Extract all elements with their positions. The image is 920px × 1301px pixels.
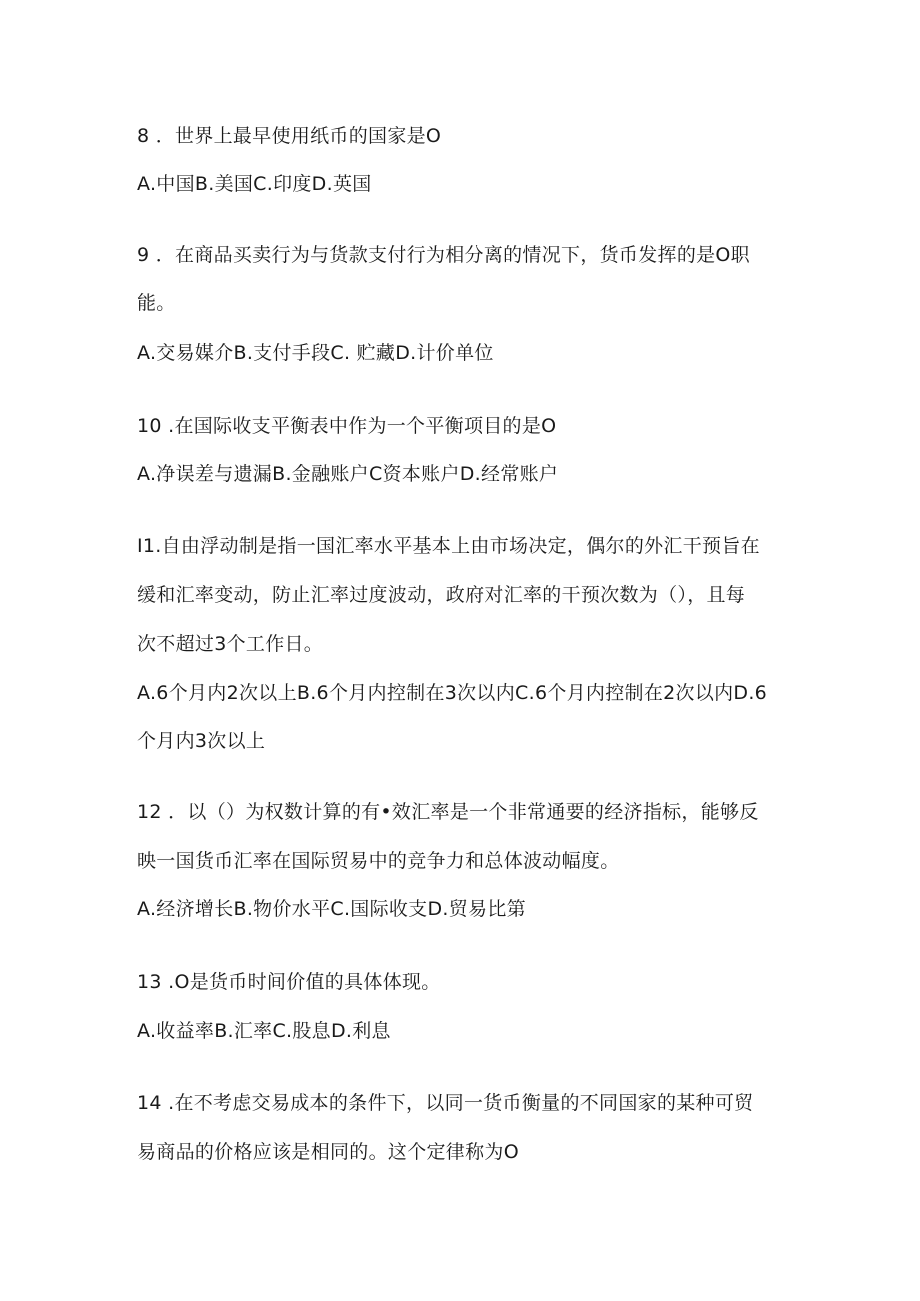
question-13-stem-line-1: 13 .O是货币时间价值的具体体现。 (137, 971, 441, 993)
question-9-stem-line-1: 9 ．在商品买卖行为与货款支付行为相分离的情况下，货币发挥的是O职 (137, 244, 750, 266)
question-9-options: A.交易媒介B.支付手段C. 贮藏D.计价单位 (137, 342, 494, 364)
question-14-stem-line-2: 易商品的价格应该是相同的。这个定律称为O (137, 1141, 519, 1163)
question-11-options-line-1: A.6个月内2次以上B.6个月内控制在3次以内C.6个月内控制在2次以内D.6 (137, 682, 768, 704)
question-12-options: A.经济增长B.物价水平C.国际收支D.贸易比第 (137, 898, 526, 920)
question-10-options: A.净误差与遗漏B.金融账户C资本账户D.经常账户 (137, 463, 559, 485)
question-9-stem-line-2: 能。 (137, 292, 176, 314)
question-14-stem-line-1: 14 .在不考虑交易成本的条件下，以同一货币衡量的不同国家的某种可贸 (137, 1092, 754, 1114)
question-12-stem-line-1: 12 ．以（）为权数计算的有•效汇率是一个非常通要的经济指标，能够反 (137, 801, 759, 823)
question-8-stem-line-1: 8 ．世界上最早使用纸币的国家是O (137, 125, 442, 147)
question-12-stem-line-2: 映一国货币汇率在国际贸易中的竞争力和总体波动幅度。 (137, 850, 620, 872)
question-11-stem-line-3: 次不超过3个工作日。 (137, 633, 324, 655)
question-11-stem-line-2: 缓和汇率变动，防止汇率过度波动，政府对汇率的干预次数为（），且每 (137, 584, 746, 606)
question-11-stem-line-1: I1.自由浮动制是指一国汇率水平基本上由市场决定，偶尔的外汇干预旨在 (137, 535, 760, 557)
question-8-options: A.中国B.美国C.印度D.英国 (137, 173, 372, 195)
question-13-options: A.收益率B.汇率C.股息D.利息 (137, 1020, 391, 1042)
question-11-options-line-2: 个月内3次以上 (137, 730, 266, 752)
question-10-stem-line-1: 10 .在国际收支平衡表中作为一个平衡项目的是O (137, 415, 557, 437)
